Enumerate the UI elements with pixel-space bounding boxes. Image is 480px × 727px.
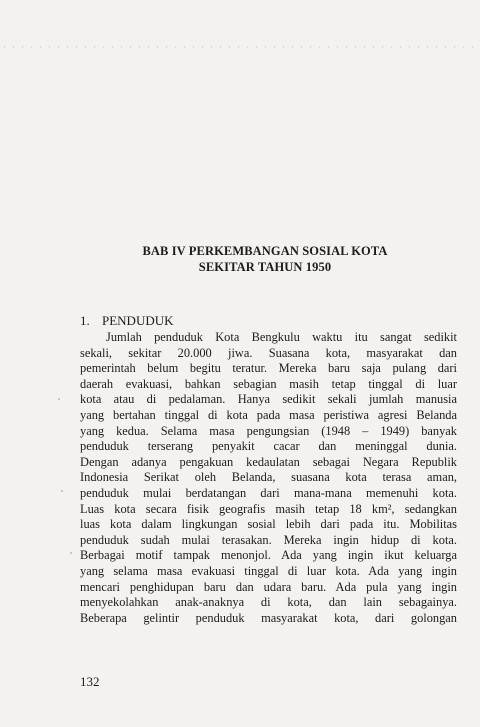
paragraph-line: Luas kota secara fisik geografis masih tetap 18 km², sedangkan [80,501,457,516]
paragraph-line: mencari penghidupan baru dan udara baru. Ada pula yang ingin [80,579,457,594]
paragraph-line: Jumlah penduduk Kota Bengkulu waktu itu sangat sedikit [106,330,457,344]
chapter-title-line-2: SEKITAR TAHUN 1950 [198,260,332,274]
paragraph-line: Beberapa gelintir penduduk masyarakat kota, dari golongan [80,610,457,625]
scan-artifact-line [0,46,480,48]
page-number: 132 [80,674,100,689]
paragraph-line: sekali, sekitar 20.000 jiwa. Suasana kota, masyarakat dan [80,345,457,360]
paragraph-line: Dengan adanya pengakuan kedaulatan sebagai Negara Republik [80,454,457,469]
scan-speck [61,490,63,492]
chapter-title [95,243,435,275]
paragraph-line: yang bertahan tinggal di kota pada masa peristiwa agresi Belanda [80,407,457,422]
chapter-title-line-1: BAB IV PERKEMBANGAN SOSIAL KOTA [142,244,388,258]
section-title: PENDUDUK [102,313,174,328]
paragraph-line: daerah evakuasi, bahkan sebagian masih tetap tinggal di luar [80,376,457,391]
paragraph-line: luas kota dalam lingkungan sosial lebih dari pada itu. Mobilitas [80,517,457,532]
paragraph-line: penduduk mulai berdatangan dari mana-mana memenuhi kota. [80,485,457,500]
paragraph [80,330,457,626]
paragraph-line: Berbagai motif tampak menonjol. Ada yang ingin ikut keluarga [80,548,457,563]
scan-speck [70,552,72,554]
scan-speck [58,398,60,400]
paragraph-line: pemerintah belum begitu teratur. Mereka baru saja pulang dari [80,361,457,376]
paragraph-line: penduduk sudah mulai terasakan. Mereka ingin hidup di kota. [80,532,457,547]
section-number: 1. [80,313,90,328]
paragraph-line: yang kedua. Selama masa pengungsian (1948 – 1949) banyak [80,423,457,438]
paragraph-line: penduduk terserang penyakit cacar dan meninggal dunia. [80,439,457,454]
paragraph-line: kota atau di pedalaman. Hanya sedikit sekali jumlah manusia [80,392,457,407]
section-heading [80,313,174,329]
paragraph-line: menyekolahkan anak-anaknya di kota, dan lain sebagainya. [80,595,457,610]
paragraph-line: Indonesia Serikat oleh Belanda, suasana kota terasa aman, [80,470,457,485]
paragraph-line: yang selama masa evakuasi tinggal di luar kota. Ada yang ingin [80,563,457,578]
